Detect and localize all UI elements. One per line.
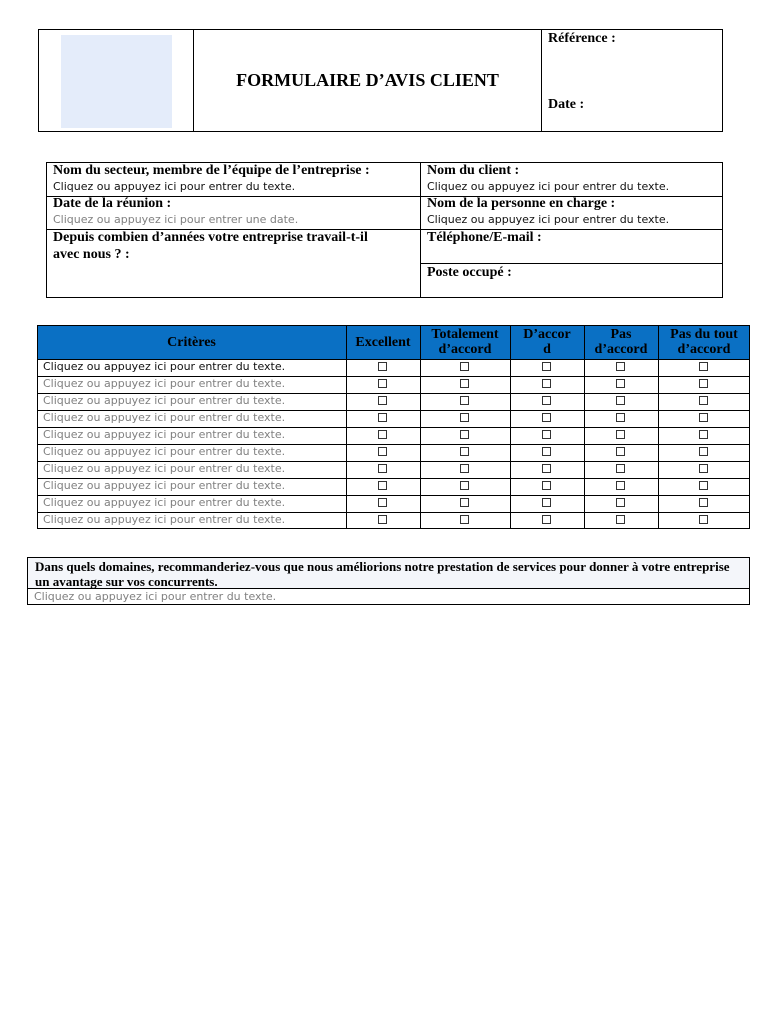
grid-line-horizontal — [37, 376, 750, 377]
criteria-text-field[interactable]: Cliquez ou appuyez ici pour entrer du texte. — [43, 377, 286, 390]
grid-line-horizontal — [37, 512, 750, 513]
criteria-column-header-1 — [346, 325, 420, 359]
checkbox-1[interactable] — [378, 481, 387, 490]
checkbox-3[interactable] — [542, 515, 551, 524]
meta-cell — [541, 30, 722, 131]
grid-line-horizontal — [37, 359, 750, 360]
criteria-text-field[interactable]: Cliquez ou appuyez ici pour entrer du texte. — [43, 479, 286, 492]
grid-line-horizontal — [37, 427, 750, 428]
column-header-line1: Totalement — [431, 327, 499, 342]
checkbox-3[interactable] — [542, 413, 551, 422]
criteria-column-header-2 — [420, 325, 510, 359]
checkbox-3[interactable] — [542, 498, 551, 507]
column-header-line1: Pas — [610, 327, 632, 342]
checkbox-2[interactable] — [460, 447, 469, 456]
grid-line-horizontal — [37, 461, 750, 462]
checkbox-4[interactable] — [616, 481, 625, 490]
info-divider-vertical — [420, 163, 421, 297]
checkbox-2[interactable] — [460, 430, 469, 439]
criteria-text-field[interactable]: Cliquez ou appuyez ici pour entrer du texte. — [43, 428, 286, 441]
checkbox-2[interactable] — [460, 498, 469, 507]
criteria-row — [37, 478, 750, 495]
column-header-line2: d — [543, 342, 551, 357]
checkbox-4[interactable] — [616, 447, 625, 456]
checkbox-2[interactable] — [460, 464, 469, 473]
checkbox-5[interactable] — [699, 464, 708, 473]
column-header-line1: D’accor — [523, 327, 571, 342]
logo-placeholder[interactable] — [61, 35, 172, 128]
criteria-text-field[interactable]: Cliquez ou appuyez ici pour entrer du texte. — [43, 462, 286, 475]
criteria-row — [37, 410, 750, 427]
checkbox-1[interactable] — [378, 515, 387, 524]
checkbox-5[interactable] — [699, 498, 708, 507]
criteria-row — [37, 495, 750, 512]
column-header-line2: d’accord — [438, 342, 492, 357]
checkbox-3[interactable] — [542, 396, 551, 405]
criteria-text-field[interactable]: Cliquez ou appuyez ici pour entrer du texte. — [43, 513, 286, 526]
criteria-row — [37, 359, 750, 376]
checkbox-4[interactable] — [616, 362, 625, 371]
grid-line-horizontal — [37, 495, 750, 496]
position-label: Poste occupé : — [427, 265, 512, 280]
checkbox-3[interactable] — [542, 464, 551, 473]
date-label: Date : — [548, 97, 585, 112]
improvement-question: Dans quels domaines, recommanderiez-vous que nous améliorions notre prestation de services pour donner à votre entreprise un avantage sur vos concurrents. — [35, 559, 730, 589]
years-label-line2: avec nous ? : — [53, 247, 130, 262]
meeting-date-label: Date de la réunion : — [53, 196, 172, 211]
form-header — [38, 29, 723, 132]
sector-field[interactable]: Cliquez ou appuyez ici pour entrer du texte. — [53, 180, 296, 193]
checkbox-3[interactable] — [542, 447, 551, 456]
years-label-line1: Depuis combien d’années votre entreprise travail-t-il — [53, 230, 368, 245]
grid-line-horizontal — [37, 410, 750, 411]
client-field[interactable]: Cliquez ou appuyez ici pour entrer du texte. — [427, 180, 670, 193]
criteria-row — [37, 512, 750, 529]
checkbox-5[interactable] — [699, 413, 708, 422]
info-divider-row3 — [420, 263, 722, 264]
criteria-column-header-5 — [658, 325, 750, 359]
grid-line-horizontal — [37, 528, 750, 529]
criteria-text-field[interactable]: Cliquez ou appuyez ici pour entrer du texte. — [43, 496, 286, 509]
criteria-row — [37, 461, 750, 478]
checkbox-1[interactable] — [378, 430, 387, 439]
checkbox-1[interactable] — [378, 379, 387, 388]
checkbox-1[interactable] — [378, 464, 387, 473]
checkbox-1[interactable] — [378, 498, 387, 507]
logo-cell — [39, 30, 194, 131]
column-header-line2: d’accord — [594, 342, 648, 357]
criteria-text-field[interactable]: Cliquez ou appuyez ici pour entrer du texte. — [43, 445, 286, 458]
checkbox-5[interactable] — [699, 362, 708, 371]
column-header-line2: d’accord — [677, 342, 731, 357]
sector-label: Nom du secteur, membre de l’équipe de l’entreprise : — [53, 163, 370, 178]
checkbox-1[interactable] — [378, 447, 387, 456]
checkbox-4[interactable] — [616, 515, 625, 524]
grid-line-horizontal — [37, 393, 750, 394]
meeting-date-field[interactable]: Cliquez ou appuyez ici pour entrer une date. — [53, 213, 299, 226]
criteria-row — [37, 444, 750, 461]
checkbox-2[interactable] — [460, 481, 469, 490]
checkbox-2[interactable] — [460, 396, 469, 405]
checkbox-5[interactable] — [699, 430, 708, 439]
criteria-row — [37, 393, 750, 410]
checkbox-4[interactable] — [616, 396, 625, 405]
criteria-text-field[interactable]: Cliquez ou appuyez ici pour entrer du texte. — [43, 394, 286, 407]
criteria-text-field[interactable]: Cliquez ou appuyez ici pour entrer du texte. — [43, 411, 286, 424]
checkbox-4[interactable] — [616, 430, 625, 439]
checkbox-2[interactable] — [460, 515, 469, 524]
checkbox-5[interactable] — [699, 447, 708, 456]
client-label: Nom du client : — [427, 163, 520, 178]
criteria-column-header-4 — [584, 325, 658, 359]
grid-line-horizontal — [37, 478, 750, 479]
checkbox-4[interactable] — [616, 498, 625, 507]
checkbox-5[interactable] — [699, 379, 708, 388]
checkbox-3[interactable] — [542, 430, 551, 439]
checkbox-5[interactable] — [699, 481, 708, 490]
checkbox-1[interactable] — [378, 362, 387, 371]
checkbox-5[interactable] — [699, 396, 708, 405]
checkbox-3[interactable] — [542, 362, 551, 371]
checkbox-5[interactable] — [699, 515, 708, 524]
criteria-table — [37, 325, 750, 529]
person-field[interactable]: Cliquez ou appuyez ici pour entrer du texte. — [427, 213, 670, 226]
info-table — [46, 162, 723, 298]
reference-label: Référence : — [548, 31, 616, 46]
criteria-row — [37, 376, 750, 393]
criteria-column-header-0 — [37, 325, 346, 359]
checkbox-1[interactable] — [378, 413, 387, 422]
checkbox-2[interactable] — [460, 413, 469, 422]
column-header-line1: Pas du tout — [670, 327, 738, 342]
checkbox-4[interactable] — [616, 379, 625, 388]
form-title: FORMULAIRE D’AVIS CLIENT — [236, 70, 499, 90]
column-header-line1: Excellent — [355, 334, 411, 350]
checkbox-2[interactable] — [460, 379, 469, 388]
phone-email-label: Téléphone/E-mail : — [427, 230, 542, 245]
improvement-field[interactable]: Cliquez ou appuyez ici pour entrer du texte. — [34, 590, 277, 603]
checkbox-4[interactable] — [616, 464, 625, 473]
checkbox-4[interactable] — [616, 413, 625, 422]
improvement-table — [27, 557, 750, 605]
column-header-line1: Critères — [167, 334, 216, 350]
checkbox-1[interactable] — [378, 396, 387, 405]
criteria-text-field[interactable]: Cliquez ou appuyez ici pour entrer du texte. — [43, 360, 286, 373]
criteria-row — [37, 427, 750, 444]
criteria-column-header-3 — [510, 325, 584, 359]
checkbox-2[interactable] — [460, 362, 469, 371]
grid-line-horizontal — [37, 444, 750, 445]
person-label: Nom de la personne en charge : — [427, 196, 616, 211]
improvement-question-row — [28, 558, 749, 589]
grid-line-horizontal — [37, 325, 750, 326]
checkbox-3[interactable] — [542, 379, 551, 388]
checkbox-3[interactable] — [542, 481, 551, 490]
